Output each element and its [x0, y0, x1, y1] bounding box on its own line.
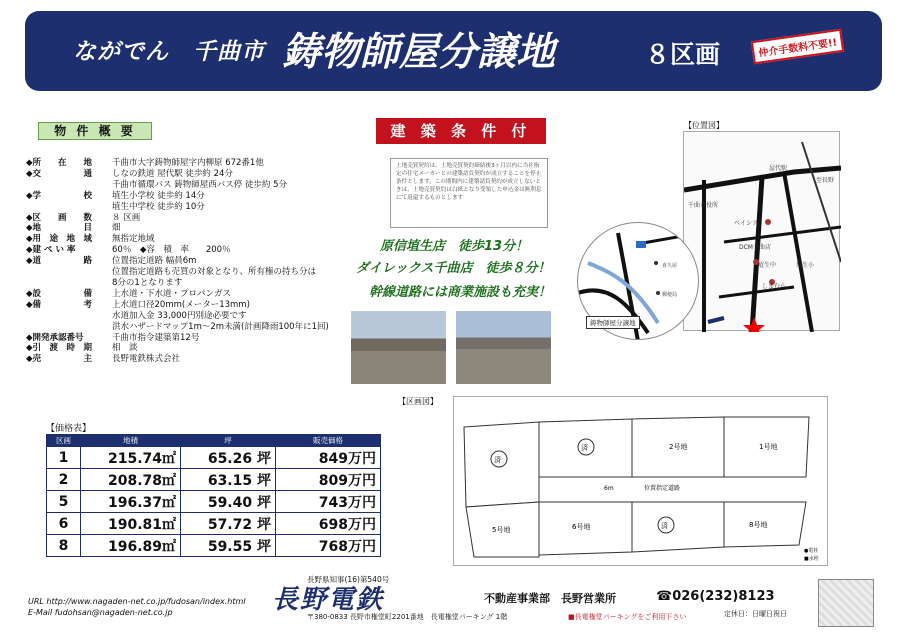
site-star-icon	[743, 317, 765, 332]
svg-text:至長野: 至長野	[816, 177, 835, 184]
price-area: 196.37㎡	[81, 491, 181, 513]
overview-value: ８ 区画	[112, 212, 141, 223]
overview-key: ◆地 目	[26, 223, 93, 234]
access-minimap	[818, 579, 874, 627]
company-logo: 長野電鉄	[272, 585, 385, 615]
price-lot: 2	[47, 469, 81, 491]
overview-key	[26, 202, 108, 213]
overview-value: 洪水ハザードマップ1m～2m未満(計画降雨100年に1回)	[112, 321, 329, 332]
svg-text:2号地: 2号地	[669, 443, 688, 451]
price-value: 743万円	[276, 491, 381, 513]
svg-text:済: 済	[494, 456, 501, 464]
conditions-heading: 建 築 条 件 付	[376, 118, 546, 144]
price-row	[47, 535, 381, 557]
overview-key: ◆設 備	[26, 288, 93, 299]
price-area: 208.78㎡	[81, 469, 181, 491]
overview-key: ◆用 途 地 域	[26, 234, 93, 245]
price-header-price: 販売価格	[276, 435, 381, 447]
overview-value: 埴生小学校 徒歩約 14分	[112, 190, 205, 201]
callout-commercial: 幹線道路には商業施設も充実！	[369, 285, 552, 300]
price-header-area: 地積	[81, 435, 181, 447]
price-header-tsubo: 坪	[181, 435, 276, 447]
price-tsubo: 59.55 坪	[181, 535, 276, 557]
svg-text:千曲市役所: 千曲市役所	[688, 202, 719, 209]
price-lot: 6	[47, 513, 81, 535]
svg-text:■水栓: ■水栓	[804, 556, 819, 562]
svg-text:埴生小: 埴生小	[796, 262, 815, 269]
overview-value: 8分の1となります	[112, 277, 183, 288]
overview-value: 上水道口径20mm(メーター13mm)	[112, 299, 250, 310]
overview-key	[26, 278, 108, 289]
overview-row	[26, 180, 329, 191]
overview-key: ◆開発承認番号	[26, 332, 84, 343]
svg-text:埴生中: 埴生中	[758, 262, 777, 269]
overview-row	[26, 289, 329, 300]
footer-email[interactable]: E-Mail fudohsan@nagaden-net.co.jp	[28, 608, 173, 617]
svg-text:1号地: 1号地	[759, 443, 778, 451]
overview-key: ◆建 ぺ い 率	[26, 245, 76, 256]
price-table	[46, 434, 381, 557]
price-area: 190.81㎡	[81, 513, 181, 535]
price-lot: 5	[47, 491, 81, 513]
svg-text:6号地: 6号地	[572, 523, 591, 531]
overview-key: ◆道 路	[26, 256, 93, 267]
header-prefix: ながでん 千曲市	[73, 39, 265, 65]
overview-key: ◆交 通	[26, 168, 93, 179]
overview-key: ◆売 主	[26, 354, 93, 365]
overview-row	[26, 245, 329, 256]
overview-value: 長野電鉄株式会社	[112, 354, 181, 365]
overview-row	[26, 278, 329, 289]
overview-value: しなの鉄道 屋代駅 徒歩約 24分	[112, 168, 233, 179]
overview-value: 位置指定道路 幅員6m	[112, 256, 197, 267]
svg-text:6m: 6m	[604, 485, 614, 492]
overview-value: 上水道・下水道・プロパンガス	[112, 288, 232, 299]
footer-address: 〒380-0833 長野市権堂町2201番地 長電権堂パーキング 1階	[307, 613, 508, 621]
price-row	[47, 491, 381, 513]
svg-text:●電柱: ●電柱	[804, 548, 819, 554]
overview-value: 千曲市循環バス 鋳物師屋西バス停 徒歩約 5分	[112, 179, 288, 190]
no-commission-badge: 仲介手数料不要!!	[751, 29, 844, 64]
price-value: 849万円	[276, 447, 381, 469]
overview-row	[26, 311, 329, 322]
price-tsubo: 63.15 坪	[181, 469, 276, 491]
price-header-lot: 区画	[47, 435, 81, 447]
overview-value: 60％ ◆容 積 率 200％	[112, 245, 231, 256]
callout-drugstore: ダイレックス千曲店 徒歩８分！	[356, 261, 551, 276]
overview-row	[26, 158, 329, 169]
overview-row	[26, 202, 329, 213]
conditions-text: 土地売買契約は、土地売買契約締結後3ヶ月以内に当社指定の住宅メーカーとの建築請負契約が成立することを停止条件とします。この期間内に建築請負契約が成立しないときは、土地売買契約は白紙となり受領した申込金は無利息にて返還するものとします	[390, 158, 548, 228]
svg-text:8号地: 8号地	[749, 521, 768, 529]
price-table-label: 【価格表】	[46, 424, 92, 434]
overview-key	[26, 311, 108, 322]
price-rows	[47, 447, 381, 557]
location-map-label: 【位置図】	[684, 121, 724, 130]
overview-value: 千曲市大字鋳物師屋字内柳原 672番1他	[112, 158, 264, 168]
site-photo-2	[456, 311, 551, 384]
overview-key	[26, 267, 108, 278]
overview-value: 位置指定道路も売買の対象となり、所有権の持ち分は	[112, 267, 317, 278]
overview-row	[26, 354, 329, 365]
overview-value: 埴生中学校 徒歩約 10分	[112, 201, 205, 212]
overview-key: ◆所 在 地	[26, 158, 93, 168]
plot-plan-drawing	[454, 397, 829, 567]
footer-dept: 不動産事業部 長野営業所	[484, 592, 616, 605]
overview-heading: 物 件 概 要	[38, 122, 152, 140]
price-value: 768万円	[276, 535, 381, 557]
overview-row	[26, 223, 329, 234]
footer-license: 長野県知事(16)第540号	[307, 575, 390, 584]
svg-text:済: 済	[661, 522, 668, 530]
price-tsubo: 59.40 坪	[181, 491, 276, 513]
overview-list	[26, 158, 329, 365]
overview-row	[26, 213, 329, 224]
svg-text:済: 済	[581, 444, 588, 452]
plot-plan-label: 【区画図】	[398, 397, 438, 406]
overview-value: 相 談	[112, 343, 138, 354]
footer-parking: ■長電権堂パーキングをご利用下さい	[568, 613, 687, 621]
price-value: 809万円	[276, 469, 381, 491]
overview-key	[26, 322, 108, 333]
price-row	[47, 469, 381, 491]
svg-text:位置指定道路: 位置指定道路	[644, 485, 681, 492]
price-value: 698万円	[276, 513, 381, 535]
footer-tel: ☎026(232)8123	[656, 589, 775, 604]
overview-value: 畑	[112, 223, 121, 234]
overview-key: ◆学 校	[26, 190, 93, 201]
location-map	[683, 131, 840, 331]
svg-text:喜久屋: 喜久屋	[662, 263, 678, 269]
overview-value: 水道加入金 33,000円別途必要です	[112, 310, 247, 321]
price-area: 215.74㎡	[81, 447, 181, 469]
site-photo-1	[351, 311, 446, 384]
location-map-drawing	[684, 132, 841, 332]
overview-row	[26, 333, 329, 344]
svg-text:郵便局: 郵便局	[662, 292, 678, 298]
callout-supermarket: 原信埴生店 徒歩13分！	[380, 239, 529, 254]
price-lot: 8	[47, 535, 81, 557]
svg-text:5号地: 5号地	[492, 526, 511, 534]
overview-row	[26, 234, 329, 245]
price-tsubo: 57.72 坪	[181, 513, 276, 535]
svg-text:ベイシア: ベイシア	[734, 220, 759, 227]
local-map-site-label: 鋳物師屋分譲地	[586, 316, 640, 329]
plot-plan	[453, 396, 828, 566]
footer-holiday: 定休日：日曜日祝日	[724, 610, 787, 618]
overview-row	[26, 191, 329, 202]
overview-row	[26, 169, 329, 180]
overview-row	[26, 343, 329, 354]
price-tsubo: 65.26 坪	[181, 447, 276, 469]
overview-key: ◆備 考	[26, 299, 93, 310]
svg-text:DCM千曲店: DCM千曲店	[739, 244, 771, 251]
overview-row	[26, 267, 329, 278]
price-row	[47, 447, 381, 469]
overview-value: 千曲市指令建築第12号	[112, 332, 200, 343]
overview-key: ◆引 渡 時 期	[26, 343, 93, 354]
footer-url[interactable]: URL http://www.nagaden-net.co.jp/fudosan/index.html	[28, 597, 246, 606]
lot-count: ８区画	[645, 40, 721, 69]
page-title: 鋳物師屋分譲地	[282, 30, 556, 75]
svg-text:しまむら: しまむら	[762, 283, 787, 290]
overview-row	[26, 300, 329, 311]
overview-key	[26, 180, 108, 191]
pointer-arrow-icon	[708, 318, 724, 322]
overview-row	[26, 256, 329, 267]
svg-text:屋代駅: 屋代駅	[769, 165, 788, 172]
overview-row	[26, 322, 329, 333]
price-area: 196.89㎡	[81, 535, 181, 557]
price-lot: 1	[47, 447, 81, 469]
overview-value: 無指定地域	[112, 234, 155, 245]
overview-key: ◆区 画 数	[26, 212, 93, 223]
price-row	[47, 513, 381, 535]
